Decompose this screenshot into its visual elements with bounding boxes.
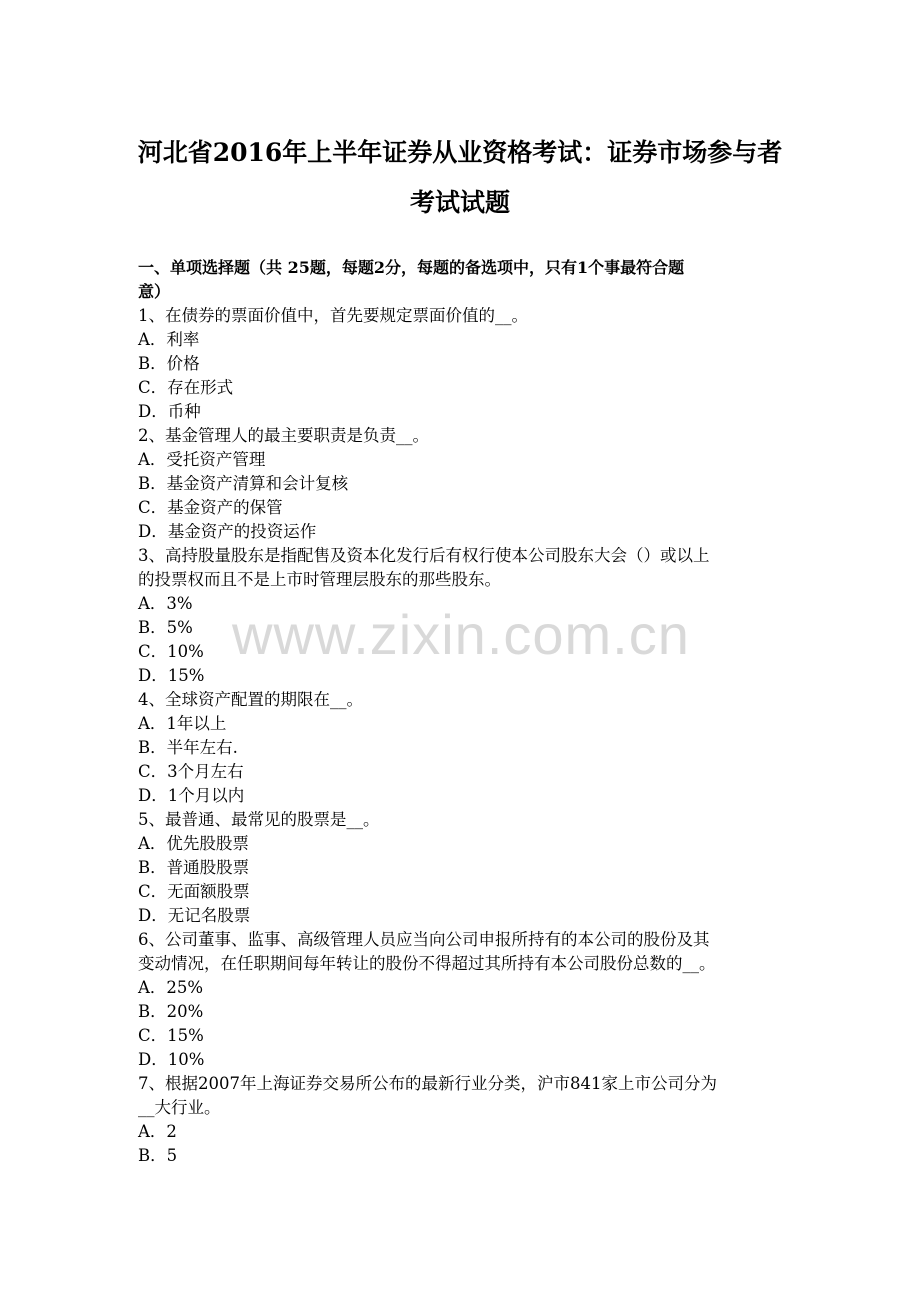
question-stem: 7、根据2007年上海证券交易所公布的最新行业分类，沪市841家上市公司分为 <box>138 1074 717 1093</box>
question-stem: 6、公司董事、监事、高级管理人员应当向公司申报所持有的本公司的股份及其 <box>138 930 710 949</box>
option-d: D．基金资产的投资运作 <box>138 522 317 541</box>
section-heading <box>138 256 788 304</box>
option-b: B．价格 <box>138 354 200 373</box>
option-b: B．5% <box>138 618 193 637</box>
watermark: www.zixin.com.cn <box>232 603 690 666</box>
option-d: D．1个月以内 <box>138 786 245 805</box>
option-c: C．存在形式 <box>138 378 234 397</box>
option-b: B．普通股股票 <box>138 858 250 877</box>
option-d: D．15% <box>138 666 205 685</box>
option-c: C．10% <box>138 642 204 661</box>
document-title-line2: 考试试题 <box>409 188 510 217</box>
option-a: A．优先股股票 <box>138 834 249 853</box>
option-b: B．20% <box>138 1002 204 1021</box>
option-b: B．5 <box>138 1146 178 1165</box>
question-6 <box>138 928 788 1072</box>
question-1 <box>138 304 788 424</box>
question-list <box>138 304 788 1168</box>
question-5 <box>138 808 788 928</box>
option-d: D．10% <box>138 1050 205 1069</box>
question-3 <box>138 544 788 688</box>
question-stem: 2、基金管理人的最主要职责是负责__。 <box>138 426 429 445</box>
question-2 <box>138 424 788 544</box>
option-d: D．币种 <box>138 402 201 421</box>
option-c: C．无面额股票 <box>138 882 250 901</box>
question-7 <box>138 1072 788 1168</box>
option-a: A．3% <box>138 594 193 613</box>
option-c: C．基金资产的保管 <box>138 498 283 517</box>
option-c: C．3个月左右 <box>138 762 244 781</box>
question-stem: 4、全球资产配置的期限在__。 <box>138 690 363 709</box>
option-a: A．受托资产管理 <box>138 450 266 469</box>
option-b: B．半年左右. <box>138 738 238 757</box>
document-title: 河北省2016年上半年证券从业资格考试：证券市场参与者 <box>137 138 783 167</box>
option-a: A．1年以上 <box>138 714 227 733</box>
question-stem-continued: 的投票权而且不是上市时管理层股东的那些股东。 <box>138 570 501 589</box>
option-a: A．2 <box>138 1122 177 1141</box>
option-d: D．无记名股票 <box>138 906 251 925</box>
option-a: A．25% <box>138 978 204 997</box>
section-heading-line2: 意） <box>138 282 171 301</box>
option-c: C．15% <box>138 1026 204 1045</box>
question-stem-continued: __大行业。 <box>138 1098 221 1117</box>
question-stem: 5、最普通、最常见的股票是__。 <box>138 810 380 829</box>
section-heading-line1: 一、单项选择题（共 25题，每题2分，每题的备选项中，只有1个事最符合题 <box>138 258 685 277</box>
question-stem: 3、高持股量股东是指配售及资本化发行后有权行使本公司股东大会（）或以上 <box>138 546 710 565</box>
option-a: A．利率 <box>138 330 200 349</box>
option-b: B．基金资产清算和会计复核 <box>138 474 349 493</box>
question-stem-continued: 变动情况，在任职期间每年转让的股份不得超过其所持有本公司股份总数的__。 <box>138 954 716 973</box>
question-stem: 1、在债券的票面价值中，首先要规定票面价值的__。 <box>138 306 528 325</box>
question-4 <box>138 688 788 808</box>
